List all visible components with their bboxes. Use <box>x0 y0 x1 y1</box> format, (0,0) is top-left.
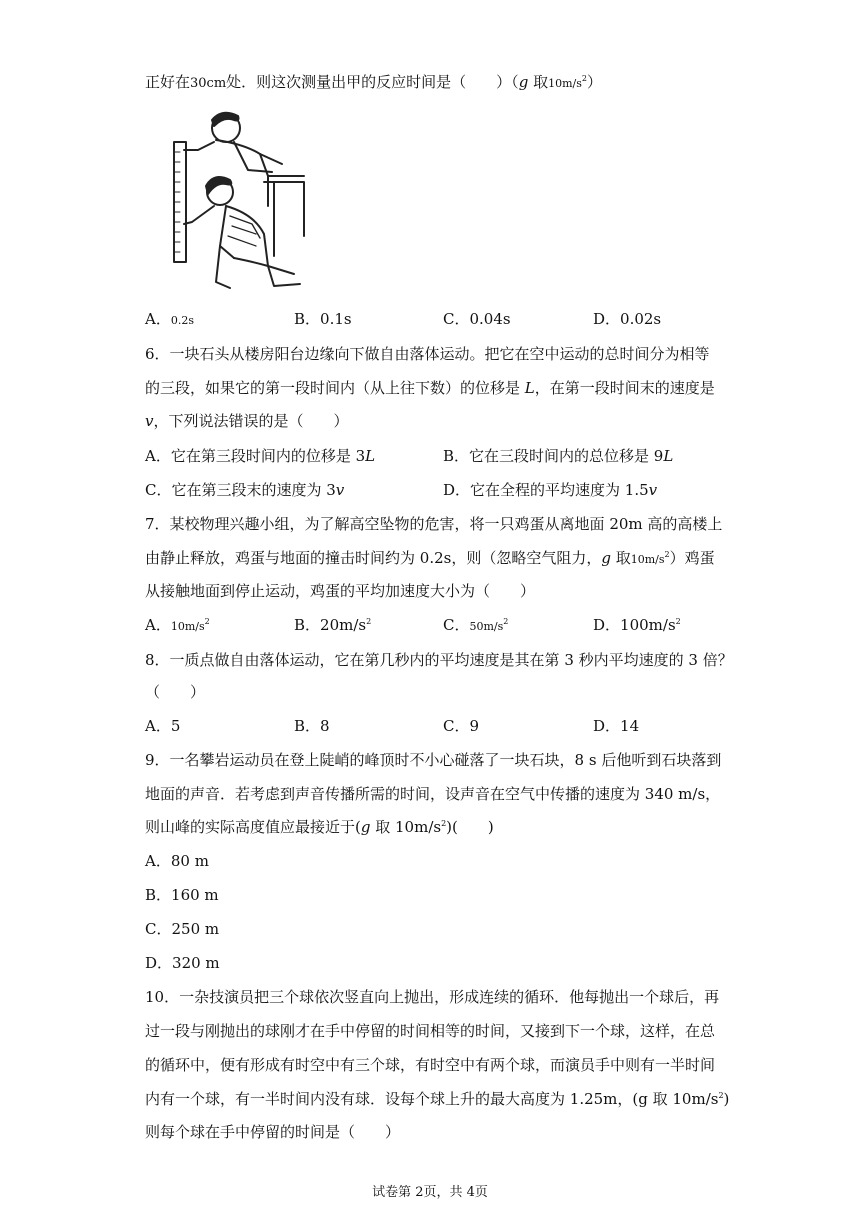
q7-option-a[interactable] <box>145 615 210 637</box>
q8-option-a[interactable]: A．5 <box>145 717 181 735</box>
option-value: 0.04s <box>469 310 511 328</box>
q7-option-b[interactable] <box>294 615 371 635</box>
stem-unit: 10m/s <box>630 553 665 566</box>
reaction-time-illustration <box>164 106 306 296</box>
q5-option-d[interactable] <box>593 309 661 329</box>
variable-v: v <box>335 481 345 499</box>
q6-stem-line3 <box>145 411 349 431</box>
stem-unit: 10m/s <box>548 77 582 90</box>
q9-option-b[interactable]: B．160 m <box>145 886 219 904</box>
q8-option-c[interactable]: C．9 <box>443 717 480 735</box>
q8-stem-line1: 8．一质点做自由落体运动，它在第几秒内的平均速度是其在第 3 秒内平均速度的 3 倍？ <box>145 651 733 669</box>
q9-stem-line2: 地面的声音．若考虑到声音传播所需的时间，设声音在空气中传播的速度为 340 m/s， <box>145 785 721 803</box>
option-value: 50m/s <box>469 620 504 633</box>
q9-stem-line3 <box>145 817 494 837</box>
option-letter: A． <box>145 616 171 634</box>
q6-option-c[interactable] <box>145 480 344 500</box>
q9-stem-line1: 9．一名攀岩运动员在登上陡峭的峰顶时不小心碰落了一块石块，8 s 后他听到石块落到 <box>145 751 722 769</box>
q6-stem-line2 <box>145 378 715 398</box>
variable-v: v <box>648 481 658 499</box>
q5-option-a[interactable] <box>145 309 194 331</box>
option-letter: C． <box>443 310 470 328</box>
exponent: 2 <box>204 617 210 626</box>
variable-L: L <box>365 447 376 465</box>
q7-stem-line2 <box>145 548 715 570</box>
stem-text: ，在第一段时间末的速度是 <box>534 379 715 397</box>
option-text: A．它在第三段时间内的位移是 3 <box>145 447 366 465</box>
exponent: 2 <box>366 617 372 626</box>
gravity-symbol: g <box>601 549 611 567</box>
stem-text: 内有一个球，有一半时间内没有球．设每个球上升的最大高度为 1.25m，(g 取 10m/s <box>145 1090 719 1108</box>
exponent: 2 <box>675 617 681 626</box>
option-value: 20m/s <box>320 616 367 634</box>
option-text: D．它在全程的平均速度为 1.5 <box>443 481 649 499</box>
q8-stem-line2: （ ） <box>145 683 206 701</box>
stem-text: 由静止释放，鸡蛋与地面的撞击时间约为 0.2s，则（忽略空气阻力， <box>145 549 602 567</box>
q6-stem-line1: 6．一块石头从楼房阳台边缘向下做自由落体运动。把它在空中运动的总时间分为相等 <box>145 345 710 363</box>
stem-text: 的三段，如果它的第一段时间内（从上往下数）的位移是 <box>145 379 525 397</box>
q6-option-d[interactable] <box>443 480 657 500</box>
stem-text: 取 10m/s <box>370 818 442 836</box>
stem-text: 则山峰的实际高度值应最接近于( <box>145 818 361 836</box>
q7-option-d[interactable] <box>593 615 681 635</box>
variable-L: L <box>524 379 535 397</box>
stem-text: 处．则这次测量出甲的反应时间是（ ）（ <box>226 73 519 91</box>
stem-text: ，下列说法错误的是（ ） <box>153 412 349 430</box>
option-letter: B． <box>294 616 321 634</box>
stem-text: 取 <box>610 549 631 567</box>
gravity-symbol: g <box>518 73 529 91</box>
q6-option-b[interactable] <box>443 446 673 466</box>
option-text: B．它在三段时间内的总位移是 9 <box>443 447 664 465</box>
q8-option-b[interactable]: B．8 <box>294 717 330 735</box>
option-letter: D． <box>593 616 621 634</box>
q10-stem-line2: 过一段与刚抛出的球刚才在手中停留的时间相等的时间，又接到下一个球，这样，在总 <box>145 1022 716 1040</box>
option-value: 0.2s <box>170 314 194 327</box>
q6-option-a[interactable] <box>145 446 375 466</box>
q9-option-a[interactable]: A．80 m <box>145 852 209 870</box>
option-value: 100m/s <box>620 616 676 634</box>
exponent: 2 <box>664 550 670 559</box>
q7-stem-line3: 从接触地面到停止运动，鸡蛋的平均加速度大小为（ ） <box>145 582 536 600</box>
option-value: 0.1s <box>320 310 352 328</box>
stem-text: 取 <box>528 73 549 91</box>
exponent: 2 <box>581 74 587 83</box>
stem-text: ）鸡蛋 <box>669 549 715 567</box>
stem-distance: 30cm <box>190 76 227 91</box>
option-letter: B． <box>294 310 321 328</box>
q10-stem-line5: 则每个球在手中停留的时间是（ ） <box>145 1123 401 1141</box>
exponent: 2 <box>441 819 447 828</box>
variable-L: L <box>663 447 674 465</box>
option-value: 0.02s <box>620 310 662 328</box>
q5-stem-end <box>145 72 602 94</box>
stem-text: ） <box>586 73 602 91</box>
q10-stem-line4 <box>145 1089 729 1109</box>
q8-option-d[interactable]: D．14 <box>593 717 640 735</box>
stem-text: )( ) <box>446 818 494 836</box>
exponent: 2 <box>718 1091 724 1100</box>
q7-option-c[interactable] <box>443 615 508 637</box>
variable-v: v <box>145 412 154 430</box>
stem-text: 正好在 <box>145 73 191 91</box>
q5-option-b[interactable] <box>294 309 352 329</box>
option-value: 10m/s <box>170 620 205 633</box>
option-letter: D． <box>593 310 621 328</box>
page-footer: 试卷第 2页，共 4页 <box>372 1185 488 1200</box>
q10-stem-line1: 10．一杂技演员把三个球依次竖直向上抛出，形成连续的循环．他每抛出一个球后，再 <box>145 988 720 1006</box>
q7-stem-line1: 7．某校物理兴趣小组，为了解高空坠物的危害，将一只鸡蛋从离地面 20m 高的高楼上 <box>145 515 723 533</box>
option-text: C．它在第三段末的速度为 3 <box>145 481 336 499</box>
gravity-symbol: g <box>360 818 371 836</box>
option-letter: C． <box>443 616 470 634</box>
option-letter: A． <box>145 310 171 328</box>
q9-option-c[interactable]: C．250 m <box>145 920 220 938</box>
q5-option-c[interactable] <box>443 309 511 329</box>
q9-option-d[interactable]: D．320 m <box>145 954 220 972</box>
stem-text: ) <box>723 1090 730 1108</box>
exponent: 2 <box>503 617 509 626</box>
q10-stem-line3: 的循环中，便有形成有时空中有三个球，有时空中有两个球，而演员手中则有一半时间 <box>145 1056 716 1074</box>
